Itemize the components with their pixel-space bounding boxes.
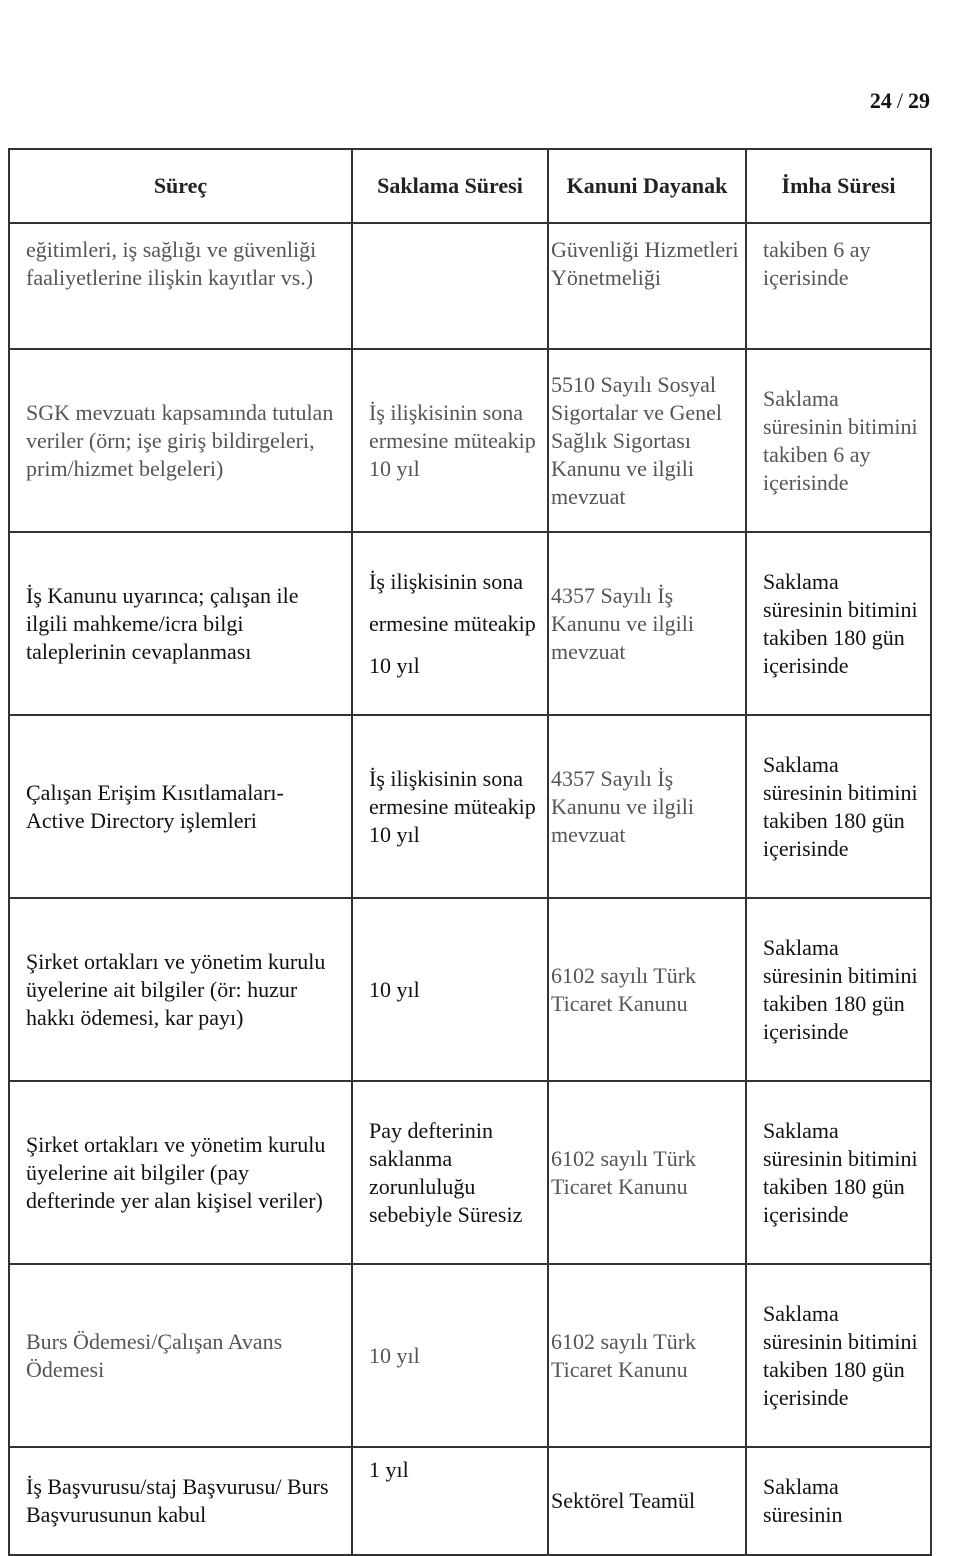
cell-process: Şirket ortakları ve yönetim kurulu üyelerine ait bilgiler (pay defterinde yer alan kişisel veriler) bbox=[9, 1081, 352, 1264]
cell-legal-basis: 4357 Sayılı İş Kanunu ve ilgili mevzuat bbox=[548, 715, 746, 898]
cell-legal-basis: 5510 Sayılı Sosyal Sigortalar ve Genel Sağlık Sigortası Kanunu ve ilgili mevzuat bbox=[548, 349, 746, 532]
cell-retention-period: Pay defterinin saklanma zorunluluğu sebebiyle Süresiz bbox=[352, 1081, 548, 1264]
cell-retention-period: İş ilişkisinin sona ermesine müteakip 10 yıl bbox=[352, 349, 548, 532]
cell-legal-basis: Sektörel Teamül bbox=[548, 1447, 746, 1555]
table-header-row bbox=[9, 149, 931, 223]
header-destruction-period: İmha Süresi bbox=[746, 149, 931, 223]
cell-destruction-period: Saklama süresinin bbox=[746, 1447, 931, 1555]
cell-retention-period: 1 yıl bbox=[352, 1447, 548, 1555]
cell-destruction-period: Saklama süresinin bitimini takiben 6 ay içerisinde bbox=[746, 349, 931, 532]
cell-legal-basis: 6102 sayılı Türk Ticaret Kanunu bbox=[548, 1081, 746, 1264]
table-row bbox=[9, 223, 931, 349]
table-row bbox=[9, 532, 931, 715]
header-retention-period: Saklama Süresi bbox=[352, 149, 548, 223]
cell-destruction-period: Saklama süresinin bitimini takiben 180 gün içerisinde bbox=[746, 898, 931, 1081]
cell-legal-basis: 6102 sayılı Türk Ticaret Kanunu bbox=[548, 898, 746, 1081]
table-row bbox=[9, 1081, 931, 1264]
page-current: 24 bbox=[869, 88, 892, 113]
cell-process: Burs Ödemesi/Çalışan Avans Ödemesi bbox=[9, 1264, 352, 1447]
cell-destruction-period: Saklama süresinin bitimini takiben 180 gün içerisinde bbox=[746, 1264, 931, 1447]
cell-destruction-period: Saklama süresinin bitimini takiben 180 gün içerisinde bbox=[746, 532, 931, 715]
table-row bbox=[9, 898, 931, 1081]
cell-retention-period: 10 yıl bbox=[352, 898, 548, 1081]
cell-process: Şirket ortakları ve yönetim kurulu üyelerine ait bilgiler (ör: huzur hakkı ödemesi, kar payı) bbox=[9, 898, 352, 1081]
table-row bbox=[9, 349, 931, 532]
cell-destruction-period: Saklama süresinin bitimini takiben 180 gün içerisinde bbox=[746, 715, 931, 898]
cell-process: İş Başvurusu/staj Başvurusu/ Burs Başvurusunun kabul bbox=[9, 1447, 352, 1555]
cell-retention-period: 10 yıl bbox=[352, 1264, 548, 1447]
cell-process: eğitimleri, iş sağlığı ve güvenliği faaliyetlerine ilişkin kayıtlar vs.) bbox=[9, 223, 352, 349]
retention-table bbox=[8, 148, 932, 1556]
cell-retention-period bbox=[352, 223, 548, 349]
cell-legal-basis: 6102 sayılı Türk Ticaret Kanunu bbox=[548, 1264, 746, 1447]
page-total: 29 bbox=[908, 88, 930, 113]
cell-retention-period: İş ilişkisinin sona ermesine müteakip 10 yıl bbox=[352, 715, 548, 898]
header-legal-basis: Kanuni Dayanak bbox=[548, 149, 746, 223]
cell-legal-basis: Güvenliği Hizmetleri Yönetmeliği bbox=[548, 223, 746, 349]
table-row bbox=[9, 1447, 931, 1555]
cell-process: SGK mevzuatı kapsamında tutulan veriler (örn; işe giriş bildirgeleri, prim/hizmet belgeleri) bbox=[9, 349, 352, 532]
cell-process: Çalışan Erişim Kısıtlamaları-Active Directory işlemleri bbox=[9, 715, 352, 898]
cell-destruction-period: takiben 6 ay içerisinde bbox=[746, 223, 931, 349]
cell-retention-period: İş ilişkisinin sona ermesine müteakip 10 yıl bbox=[352, 532, 548, 715]
cell-destruction-period: Saklama süresinin bitimini takiben 180 gün içerisinde bbox=[746, 1081, 931, 1264]
cell-process: İş Kanunu uyarınca; çalışan ile ilgili mahkeme/icra bilgi taleplerinin cevaplanması bbox=[9, 532, 352, 715]
page-separator: / bbox=[896, 88, 903, 113]
cell-legal-basis: 4357 Sayılı İş Kanunu ve ilgili mevzuat bbox=[548, 532, 746, 715]
table-row bbox=[9, 715, 931, 898]
header-process: Süreç bbox=[9, 149, 352, 223]
table-row bbox=[9, 1264, 931, 1447]
page-number bbox=[870, 88, 930, 114]
